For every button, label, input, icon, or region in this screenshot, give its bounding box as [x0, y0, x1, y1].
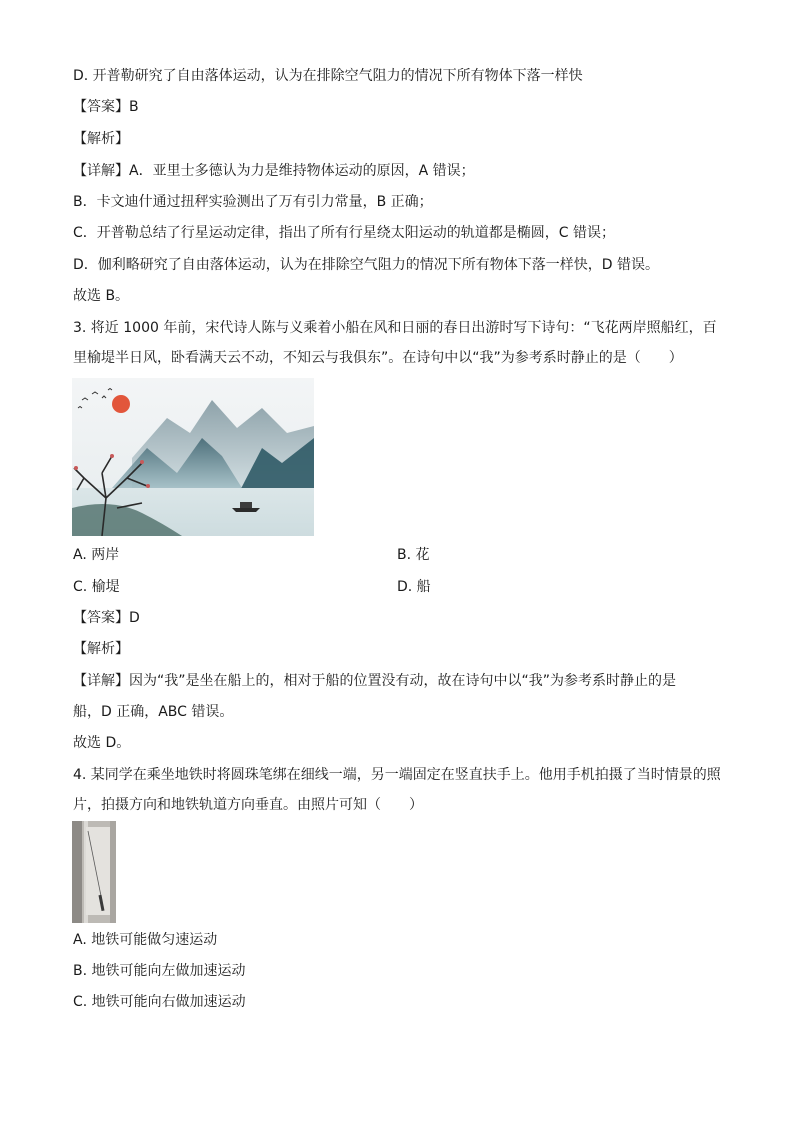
q2-answer: [73, 97, 139, 117]
q3-option-c: C. 榆堤: [73, 579, 120, 595]
q3-detail-line1-text: 因为“我”是坐在船上的，相对于船的位置没有动，故在诗句中以“我”为参考系时静止的是: [129, 673, 677, 689]
q3-detail-line1: [73, 671, 676, 691]
q2-detail-b: B．卡文迪什通过扭秤实验测出了万有引力常量，B 正确；: [73, 194, 433, 210]
q2-conclusion: 故选 B。: [73, 288, 130, 304]
ink-landscape-illustration: [72, 378, 314, 536]
q2-analysis-label: 【解析】: [73, 131, 129, 147]
q2-detail-c: C．开普勒总结了行星运动定律，指出了所有行星绕太阳运动的轨道都是椭圆，C 错误；: [73, 225, 615, 241]
q2-option-d: D. 开普勒研究了自由落体运动，认为在排除空气阻力的情况下所有物体下落一样快: [73, 68, 583, 84]
landscape-painting-image: [72, 378, 314, 536]
q3-stem-line2: 里榆堤半日风，卧看满天云不动，不知云与我俱东”。在诗句中以“我”为参考系时静止的是（ ）: [73, 350, 683, 366]
q3-option-b: B. 花: [397, 547, 430, 563]
q4-option-c: C. 地铁可能向右做加速运动: [73, 994, 246, 1010]
q2-answer-value: B: [129, 99, 139, 115]
sun-shape: [112, 395, 130, 413]
q3-answer: [73, 608, 140, 628]
subway-handrail-photo: [72, 821, 116, 923]
q2-detail-a-text: A．亚里士多德认为力是维持物体运动的原因，A 错误；: [129, 163, 475, 179]
q2-detail-d: D．伽利略研究了自由落体运动，认为在排除空气阻力的情况下所有物体下落一样快，D 错误。: [73, 257, 660, 273]
q3-analysis-label: 【解析】: [73, 641, 129, 657]
q3-option-d: D. 船: [397, 579, 431, 595]
q4-stem-line1: 4. 某同学在乘坐地铁时将圆珠笔绑在细线一端，另一端固定在竖直扶手上。他用手机拍摄了当时情景的照: [73, 767, 721, 783]
q3-conclusion: 故选 D。: [73, 735, 131, 751]
q3-detail-line2: 船，D 正确，ABC 错误。: [73, 704, 234, 720]
q3-detail-label: 【详解】: [73, 673, 129, 689]
q2-answer-label: 【答案】: [73, 99, 129, 115]
q2-detail-a: [73, 161, 475, 181]
q3-answer-label: 【答案】: [73, 610, 129, 626]
q3-stem-line1: 3. 将近 1000 年前，宋代诗人陈与义乘着小船在风和日丽的春日出游时写下诗句：“飞花两岸照船红，百: [73, 320, 717, 336]
q4-option-b: B. 地铁可能向左做加速运动: [73, 963, 246, 979]
subway-photo-image: [72, 821, 116, 923]
q2-detail-label: 【详解】: [73, 163, 129, 179]
q3-answer-value: D: [129, 610, 140, 626]
q3-option-a: A. 两岸: [73, 547, 120, 563]
q4-option-a: A. 地铁可能做匀速运动: [73, 932, 218, 948]
q4-stem-line2: 片，拍摄方向和地铁轨道方向垂直。由照片可知（ ）: [73, 797, 423, 813]
